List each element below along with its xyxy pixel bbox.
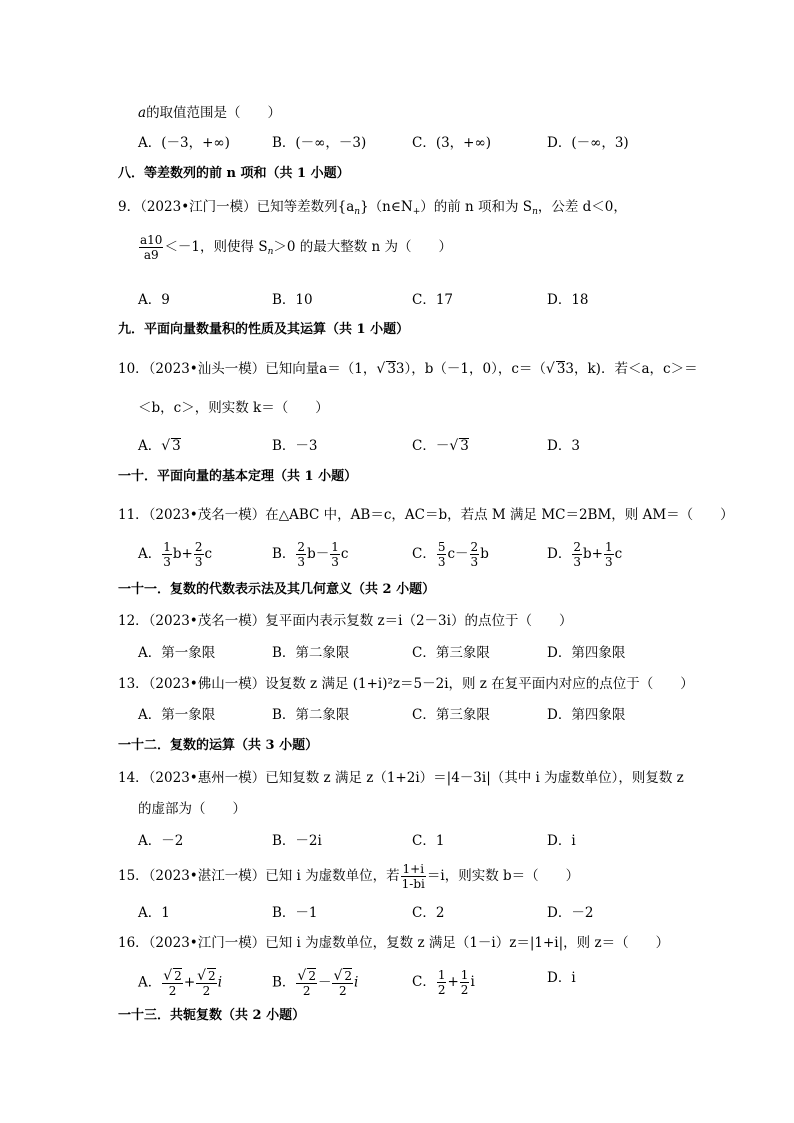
q12-option-d[interactable]: D．第四象限 [547,645,626,661]
section-heading-11: 一十一．复数的代数表示法及其几何意义（共 2 小题） [118,582,436,597]
section-heading-8: 八．等差数列的前 n 项和（共 1 小题） [118,166,350,181]
q9-option-a[interactable]: A．9 [138,292,170,308]
q11-option-c[interactable]: C． $\frac{5}{3}$ c－ $\frac{2}{3}$ b [412,540,489,569]
q9-option-c[interactable]: C．17 [412,292,454,308]
q15-option-d[interactable]: D．－2 [547,905,594,921]
q10-option-d[interactable]: D．3 [547,438,580,454]
q8-stem-tail: a的取值范围是（ ） [138,105,282,121]
q11-stem: 11．（2023•茂名一模）在△ABC 中，AB＝c，AC＝b，若点 M 满足 MC＝2BM，则 AM＝（ ） [118,507,734,523]
q9-option-d[interactable]: D．18 [547,292,589,308]
q14-option-a[interactable]: A．－2 [138,833,184,849]
q8-option-d[interactable]: D．(－∞，3) [547,135,629,151]
q12-option-b[interactable]: B．第二象限 [272,645,350,661]
q14-stem: 14．（2023•惠州一模）已知复数 z 满足 z（1+2i）＝|4－3i|（其中 i 为虚数单位），则复数 z [118,770,684,786]
q9-option-b[interactable]: B．10 [272,292,313,308]
q12-stem: 12．（2023•茂名一模）复平面内表示复数 z＝i（2－3i）的点位于（ ） [118,613,573,629]
q13-option-b[interactable]: B．第二象限 [272,707,350,723]
q13-stem: 13．（2023•佛山一模）设复数 z 满足 (1+i)²z＝5－2i，则 z 在复平面内对应的点位于（ ） [118,676,694,692]
q15-option-b[interactable]: B．－1 [272,905,318,921]
q14-stem-line2: 的虚部为（ ） [138,801,246,817]
q9-stem: 9．（2023•江门一模）已知等差数列$\{a_n\}(n\in N_+)$的前 n 项和为 $S_n$，公差 d＜0， [118,199,627,217]
q13-option-d[interactable]: D．第四象限 [547,707,626,723]
q16-option-c[interactable]: C． $\frac{1}{2}$ + $\frac{1}{2}$ i [412,968,475,997]
section-heading-10: 一十．平面向量的基本定理（共 1 小题） [118,469,358,484]
q8-option-b[interactable]: B．(－∞，－3) [272,135,367,151]
q15-option-a[interactable]: A．1 [138,905,170,921]
q14-option-b[interactable]: B．－2i [272,833,322,849]
q16-option-a[interactable]: A． $\frac{√ 2}{2}$ + $\frac{√ 2}{2}$ i [138,968,223,998]
q12-option-c[interactable]: C．第三象限 [412,645,490,661]
section-heading-9: 九．平面向量数量积的性质及其运算（共 1 小题） [118,322,410,337]
q16-option-b[interactable]: B． $\frac{√ 2}{2}$ － $\frac{√ 2}{2}$ i [272,968,359,998]
q11-option-a[interactable]: A． $\frac{1}{3}$ b+ $\frac{2}{3}$ c [138,540,213,569]
q10-stem-line2: ＜b，c＞，则实数 k＝（ ） [138,400,329,416]
q16-option-d[interactable]: D．i [547,970,576,986]
section-heading-12: 一十二．复数的运算（共 3 小题） [118,738,319,753]
q13-option-a[interactable]: A．第一象限 [138,707,216,723]
q13-option-c[interactable]: C．第三象限 [412,707,490,723]
q10-stem: 10．（2023•汕头一模）已知向量a＝（1，√ 33），b（－1，0），c＝（√ 33，k)．若＜a，c＞＝ [118,361,698,377]
q9-fraction: $\frac{a10}{a9}$ [140,233,163,262]
q14-option-c[interactable]: C．1 [412,833,445,849]
q10-option-a[interactable]: A．√ 3 [138,438,181,454]
q8-option-a[interactable]: A．(－3，+∞) [138,135,230,151]
q16-stem: 16．（2023•江门一模）已知 i 为虚数单位，复数 z 满足（1－i）z＝|1+i|，则 z＝（ ） [118,935,670,951]
section-heading-13: 一十三．共轭复数（共 2 小题） [118,1008,306,1023]
q14-option-d[interactable]: D．i [547,833,576,849]
q10-option-c[interactable]: C．－√ 3 [412,438,469,454]
q8-option-c[interactable]: C．(3，+∞) [412,135,492,151]
q10-option-b[interactable]: B．－3 [272,438,318,454]
q15-stem: 15．（2023•湛江一模）已知 i 为虚数单位，若 $\frac{1+i}{1-bi}$ ＝i，则实数 b＝（ ） [118,862,580,891]
q15-fraction: $\frac{1+i}{1-bi}$ [401,862,425,891]
q12-option-a[interactable]: A．第一象限 [138,645,216,661]
q11-option-d[interactable]: D． $\frac{2}{3}$ b+ $\frac{1}{3}$ c [547,540,623,569]
q11-option-b[interactable]: B． $\frac{2}{3}$ b－ $\frac{1}{3}$ c [272,540,349,569]
q9-condition: $\frac{a10}{a9}$ ＜－1，则使得 $S_n>0$ 的最大整数 n 为（ ） [140,233,453,262]
q15-option-c[interactable]: C．2 [412,905,445,921]
